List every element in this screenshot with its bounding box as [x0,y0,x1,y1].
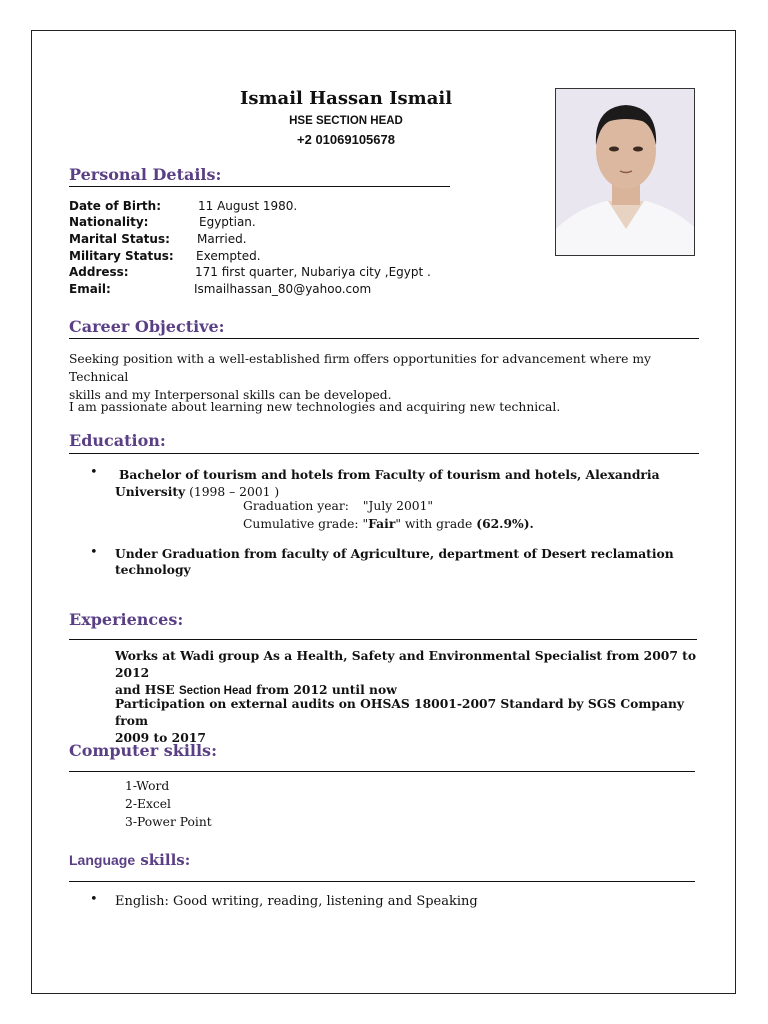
education-item-2-line-2: technology [115,562,191,577]
computer-skills-heading: Computer skills: [69,741,217,760]
experience-1-part-a: and HSE [115,682,179,697]
cumulative-grade-line [243,515,643,533]
graduation-year-line [243,498,643,515]
computer-skills-list [125,777,425,831]
language-skills-heading [69,851,190,869]
experience-2-line-2: 2009 to 2017 [115,730,206,745]
skill-powerpoint: 3-Power Point [125,815,212,829]
language-skills-divider [69,881,695,882]
education-item-2-line-1: Under Graduation from faculty of Agriculture, department of Desert reclamation [115,546,674,561]
computer-skills-divider [69,771,695,772]
bullet-icon: • [90,892,98,907]
education-item-1-line-1: Bachelor of tourism and hotels from Faculty of tourism and hotels, Alexandria [119,467,660,482]
personal-details-heading: Personal Details: [69,165,222,184]
bullet-icon: • [90,465,98,480]
language-heading-rest: skills: [135,851,191,869]
marital-label: Marital Status: [69,232,170,246]
address-value: 171 first quarter, Nubariya city ,Egypt . [195,265,431,279]
skill-excel: 2-Excel [125,797,171,811]
experience-item-2 [115,695,705,746]
dob-value: 11 August 1980. [198,199,298,213]
personal-details-divider [69,186,450,187]
education-item-1 [115,466,705,501]
skill-word: 1-Word [125,779,170,793]
candidate-name: Ismail Hassan Ismail [239,88,453,109]
cumulative-label: Cumulative grade: " [243,517,369,531]
career-line-1: Seeking position with a well-established firm offers opportunities for advancement where my Technical [69,352,651,384]
profile-photo [555,88,695,256]
email-label: Email: [69,282,111,296]
military-value: Exempted. [196,249,261,263]
experiences-heading: Experiences: [69,610,184,629]
career-objective-heading: Career Objective: [69,317,225,336]
education-details [243,498,643,533]
education-divider [69,453,699,454]
grade-percent: (62.9%). [476,516,534,531]
university-years: (1998 – 2001 ) [185,485,280,499]
education-item-2 [115,546,705,578]
career-divider [69,338,699,339]
nationality-value: Egyptian. [199,215,256,229]
marital-value: Married. [197,232,247,246]
graduation-value: "July 2001" [362,499,434,513]
phone-number: +2 01069105678 [297,132,395,147]
graduation-label: Graduation year: [243,499,349,513]
experiences-divider [69,639,697,640]
career-paragraph-1 [69,350,699,404]
experience-1-part-c: from 2012 until now [251,682,397,697]
career-line-2: skills and my Interpersonal skills can be developed. [69,388,392,402]
dob-label: Date of Birth: [69,199,162,213]
experience-1-part-b: Section Head [178,685,252,697]
nationality-label: Nationality: [69,215,149,229]
education-heading: Education: [69,431,166,450]
portrait-illustration [556,89,695,256]
career-paragraph-2: I am passionate about learning new technologies and acquiring new technical. [69,400,561,414]
experience-2-line-1: Participation on external audits on OHSAS 18001-2007 Standard by SGS Company from [115,696,685,728]
address-label: Address: [69,265,129,279]
experience-item-1 [115,647,705,700]
military-label: Military Status: [69,249,174,263]
job-title: HSE SECTION HEAD [289,115,403,127]
bullet-icon: • [90,545,98,560]
language-heading-word: Language [69,852,136,868]
email-value[interactable]: Ismailhassan_80@yahoo.com [194,282,372,296]
grade-word: Fair [368,516,396,531]
grade-mid: " with grade [395,517,477,531]
language-item-english: English: Good writing, reading, listening and Speaking [115,894,478,909]
university-label: University [115,484,186,499]
experience-1-line-1: Works at Wadi group As a Health, Safety and Environmental Specialist from 2007 to 2012 [115,648,697,680]
